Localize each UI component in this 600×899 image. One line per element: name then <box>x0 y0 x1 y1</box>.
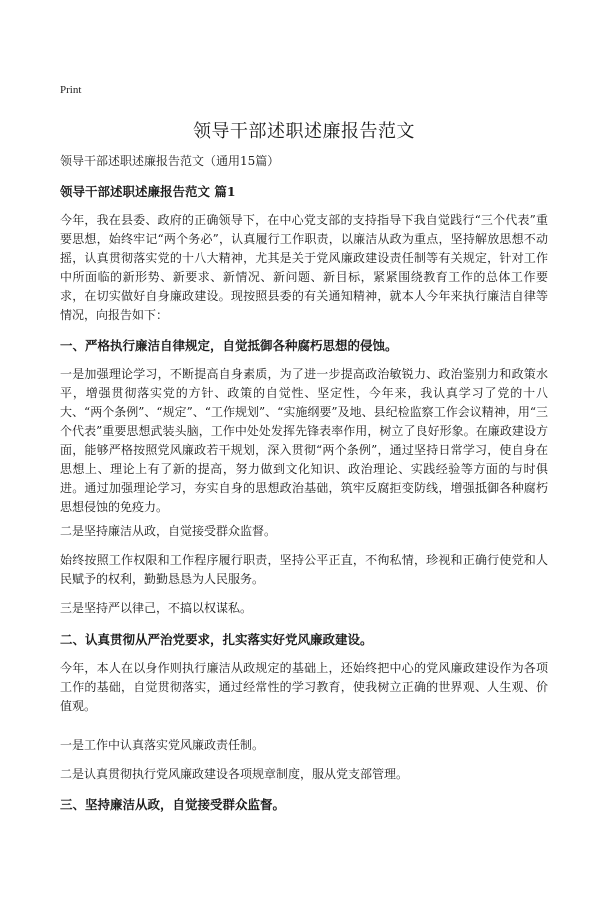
print-label: Print <box>60 84 82 96</box>
section1-paragraph-4: 三是坚持严以律己，不搞以权谋私。 <box>60 601 253 615</box>
intro-paragraph: 今年，我在县委、政府的正确领导下，在中心党支部的支持指导下我自觉践行“三个代表”重要思想，始终牢记“两个务必”，认真履行工作职责，以廉洁从政为重点，坚持解放思想不动摇，认真贯彻落实党的十八大精神，尤其是关于党风廉政建设责任制等有关规定，针对工作中所面临的新形势、新要求、新情况、新问题、新目标，紧紧围绕教育工作的总体工作要求，在切实做好自身廉政建设。现按照县委的有关通知精神，就本人今年来执行廉洁自律等情况，向报告如下： <box>60 213 548 322</box>
section3-heading: 三、坚持廉洁从政，自觉接受群众监督。 <box>60 797 286 812</box>
article-heading: 领导干部述职述廉报告范文 篇1 <box>60 184 236 199</box>
section2-paragraph-2: 一是工作中认真落实党风廉政责任制。 <box>60 738 265 752</box>
section2-heading: 二、认真贯彻从严治党要求，扎实落实好党风廉政建设。 <box>60 632 373 647</box>
section1-heading: 一、严格执行廉洁自律规定，自觉抵御各种腐朽思想的侵蚀。 <box>60 338 398 353</box>
section1-paragraph-1: 一是加强理论学习，不断提高自身素质，为了进一步提高政治敏锐力、政治鉴别力和政策水平，增强贯彻落实党的方针、政策的自觉性、坚定性，今年来，我认真学习了党的十八大、“两个条例”、“规定”、“工作规划”、“实施纲要”及地、县纪检监察工作会议精神，用“三个代表”重要思想武装头脑，工作中处处发挥先锋表率作用，树立了良好形象。在廉政建设方面，能够严格按照党风廉政若干规划，深入贯彻“两个条例”，通过坚持日常学习，使自身在思想上、理论上有了新的提高，努力做到文化知识、政治理论、实践经验等方面的与时俱进。通过加强理论学习，夯实自身的思想政治基础，筑牢反腐拒变防线，增强抵御各种腐朽思想侵蚀的免疫力。 <box>60 367 548 514</box>
section2-paragraph-3: 二是认真贯彻执行党风廉政建设各项规章制度，服从党支部管理。 <box>60 767 409 781</box>
document-subtitle: 领导干部述职述廉报告范文（通用15篇） <box>60 154 280 168</box>
section1-paragraph-3: 始终按照工作权限和工作程序履行职责，坚持公平正直，不徇私情，珍视和正确行使党和人民赋予的权利，勤勤恳恳为人民服务。 <box>60 553 548 586</box>
section1-paragraph-2: 二是坚持廉洁从政，自觉接受群众监督。 <box>60 524 277 538</box>
page-title: 领导干部述职述廉报告范文 <box>193 121 415 142</box>
section2-paragraph-1: 今年，本人在以身作则执行廉洁从政规定的基础上，还始终把中心的党风廉政建设作为各项工作的基础，自觉贯彻落实，通过经常性的学习教育，使我树立正确的世界观、人生观、价值观。 <box>60 661 548 713</box>
